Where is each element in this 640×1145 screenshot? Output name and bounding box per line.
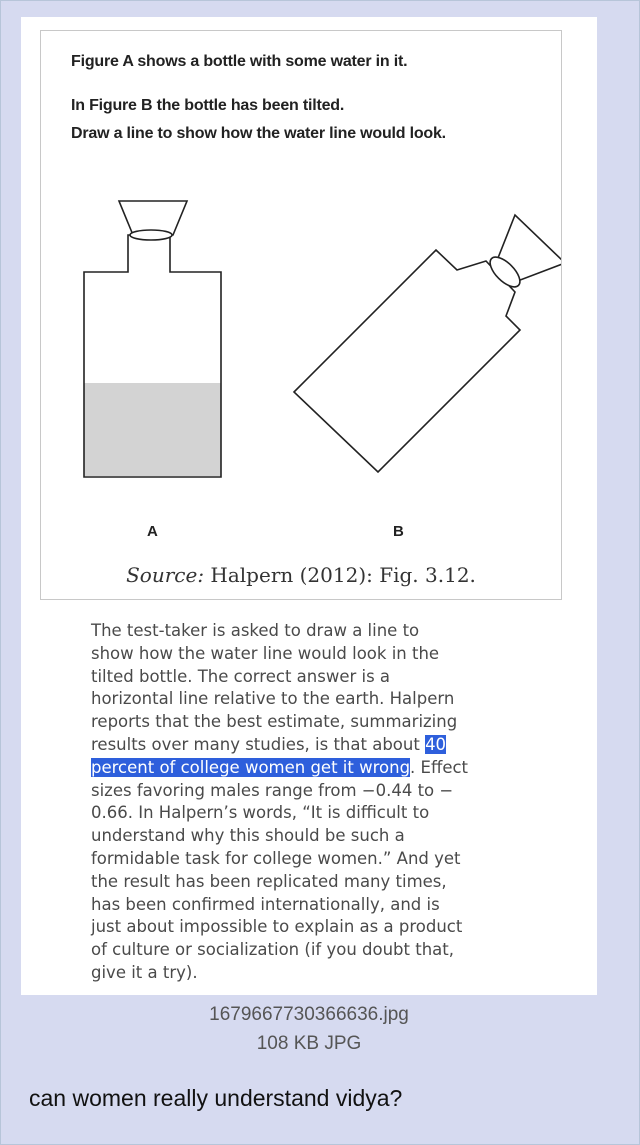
excerpt-line: show how the water line would look in the	[91, 643, 440, 663]
excerpt-line: tilted bottle. The correct answer is a	[91, 666, 391, 686]
excerpt-line: 0.66. In Halpern’s words, “It is difficult to	[91, 803, 430, 823]
excerpt-text: . Effect	[410, 757, 469, 777]
excerpt-line: sizes favoring males range from −0.44 to −	[91, 780, 454, 800]
highlighted-text: 40	[425, 734, 447, 754]
excerpt-line	[91, 734, 531, 757]
figure-panel	[40, 30, 562, 600]
excerpt-line: the result has been replicated many times,	[91, 871, 447, 891]
highlighted-text: percent of college women get it wrong	[91, 757, 411, 777]
bottle-a	[84, 201, 221, 477]
excerpt-line: understand why this should be such a	[91, 826, 405, 846]
source-citation: Halpern (2012): Fig. 3.12.	[204, 563, 476, 587]
bottle-diagrams	[41, 31, 561, 599]
excerpt-line: horizontal line relative to the earth. Halpern	[91, 689, 455, 709]
source-caption	[41, 563, 561, 587]
excerpt-line: of culture or socialization (if you doubt that,	[91, 940, 454, 960]
file-meta: 108 KB JPG	[256, 1033, 362, 1054]
figure-instruction-3: Draw a line to show how the water line would look.	[71, 125, 446, 142]
source-label: Source:	[126, 563, 205, 587]
excerpt-line	[91, 757, 531, 780]
excerpt-line: formidable task for college women.” And yet	[91, 848, 461, 868]
excerpt-text: results over many studies, is that about	[91, 734, 426, 754]
figure-instruction-1: Figure A shows a bottle with some water in it.	[71, 53, 408, 70]
file-name-link[interactable]: 1679667730366636.jpg	[209, 1004, 409, 1025]
excerpt-line: give it a try).	[91, 962, 198, 982]
bottle-b	[294, 215, 561, 472]
excerpt-line: The test-taker is asked to draw a line to	[91, 621, 420, 640]
post-comment: can women really understand vidya?	[29, 1085, 403, 1111]
excerpt-line: reports that the best estimate, summarizing	[91, 712, 458, 732]
figure-label-b: B	[393, 523, 404, 540]
article-excerpt	[91, 620, 531, 985]
figure-label-a: A	[147, 523, 158, 540]
excerpt-line: just about impossible to explain as a product	[91, 917, 463, 937]
post-image[interactable]	[21, 17, 597, 995]
excerpt-line: has been confirmed internationally, and is	[91, 894, 440, 914]
figure-instruction-2: In Figure B the bottle has been tilted.	[71, 97, 345, 114]
